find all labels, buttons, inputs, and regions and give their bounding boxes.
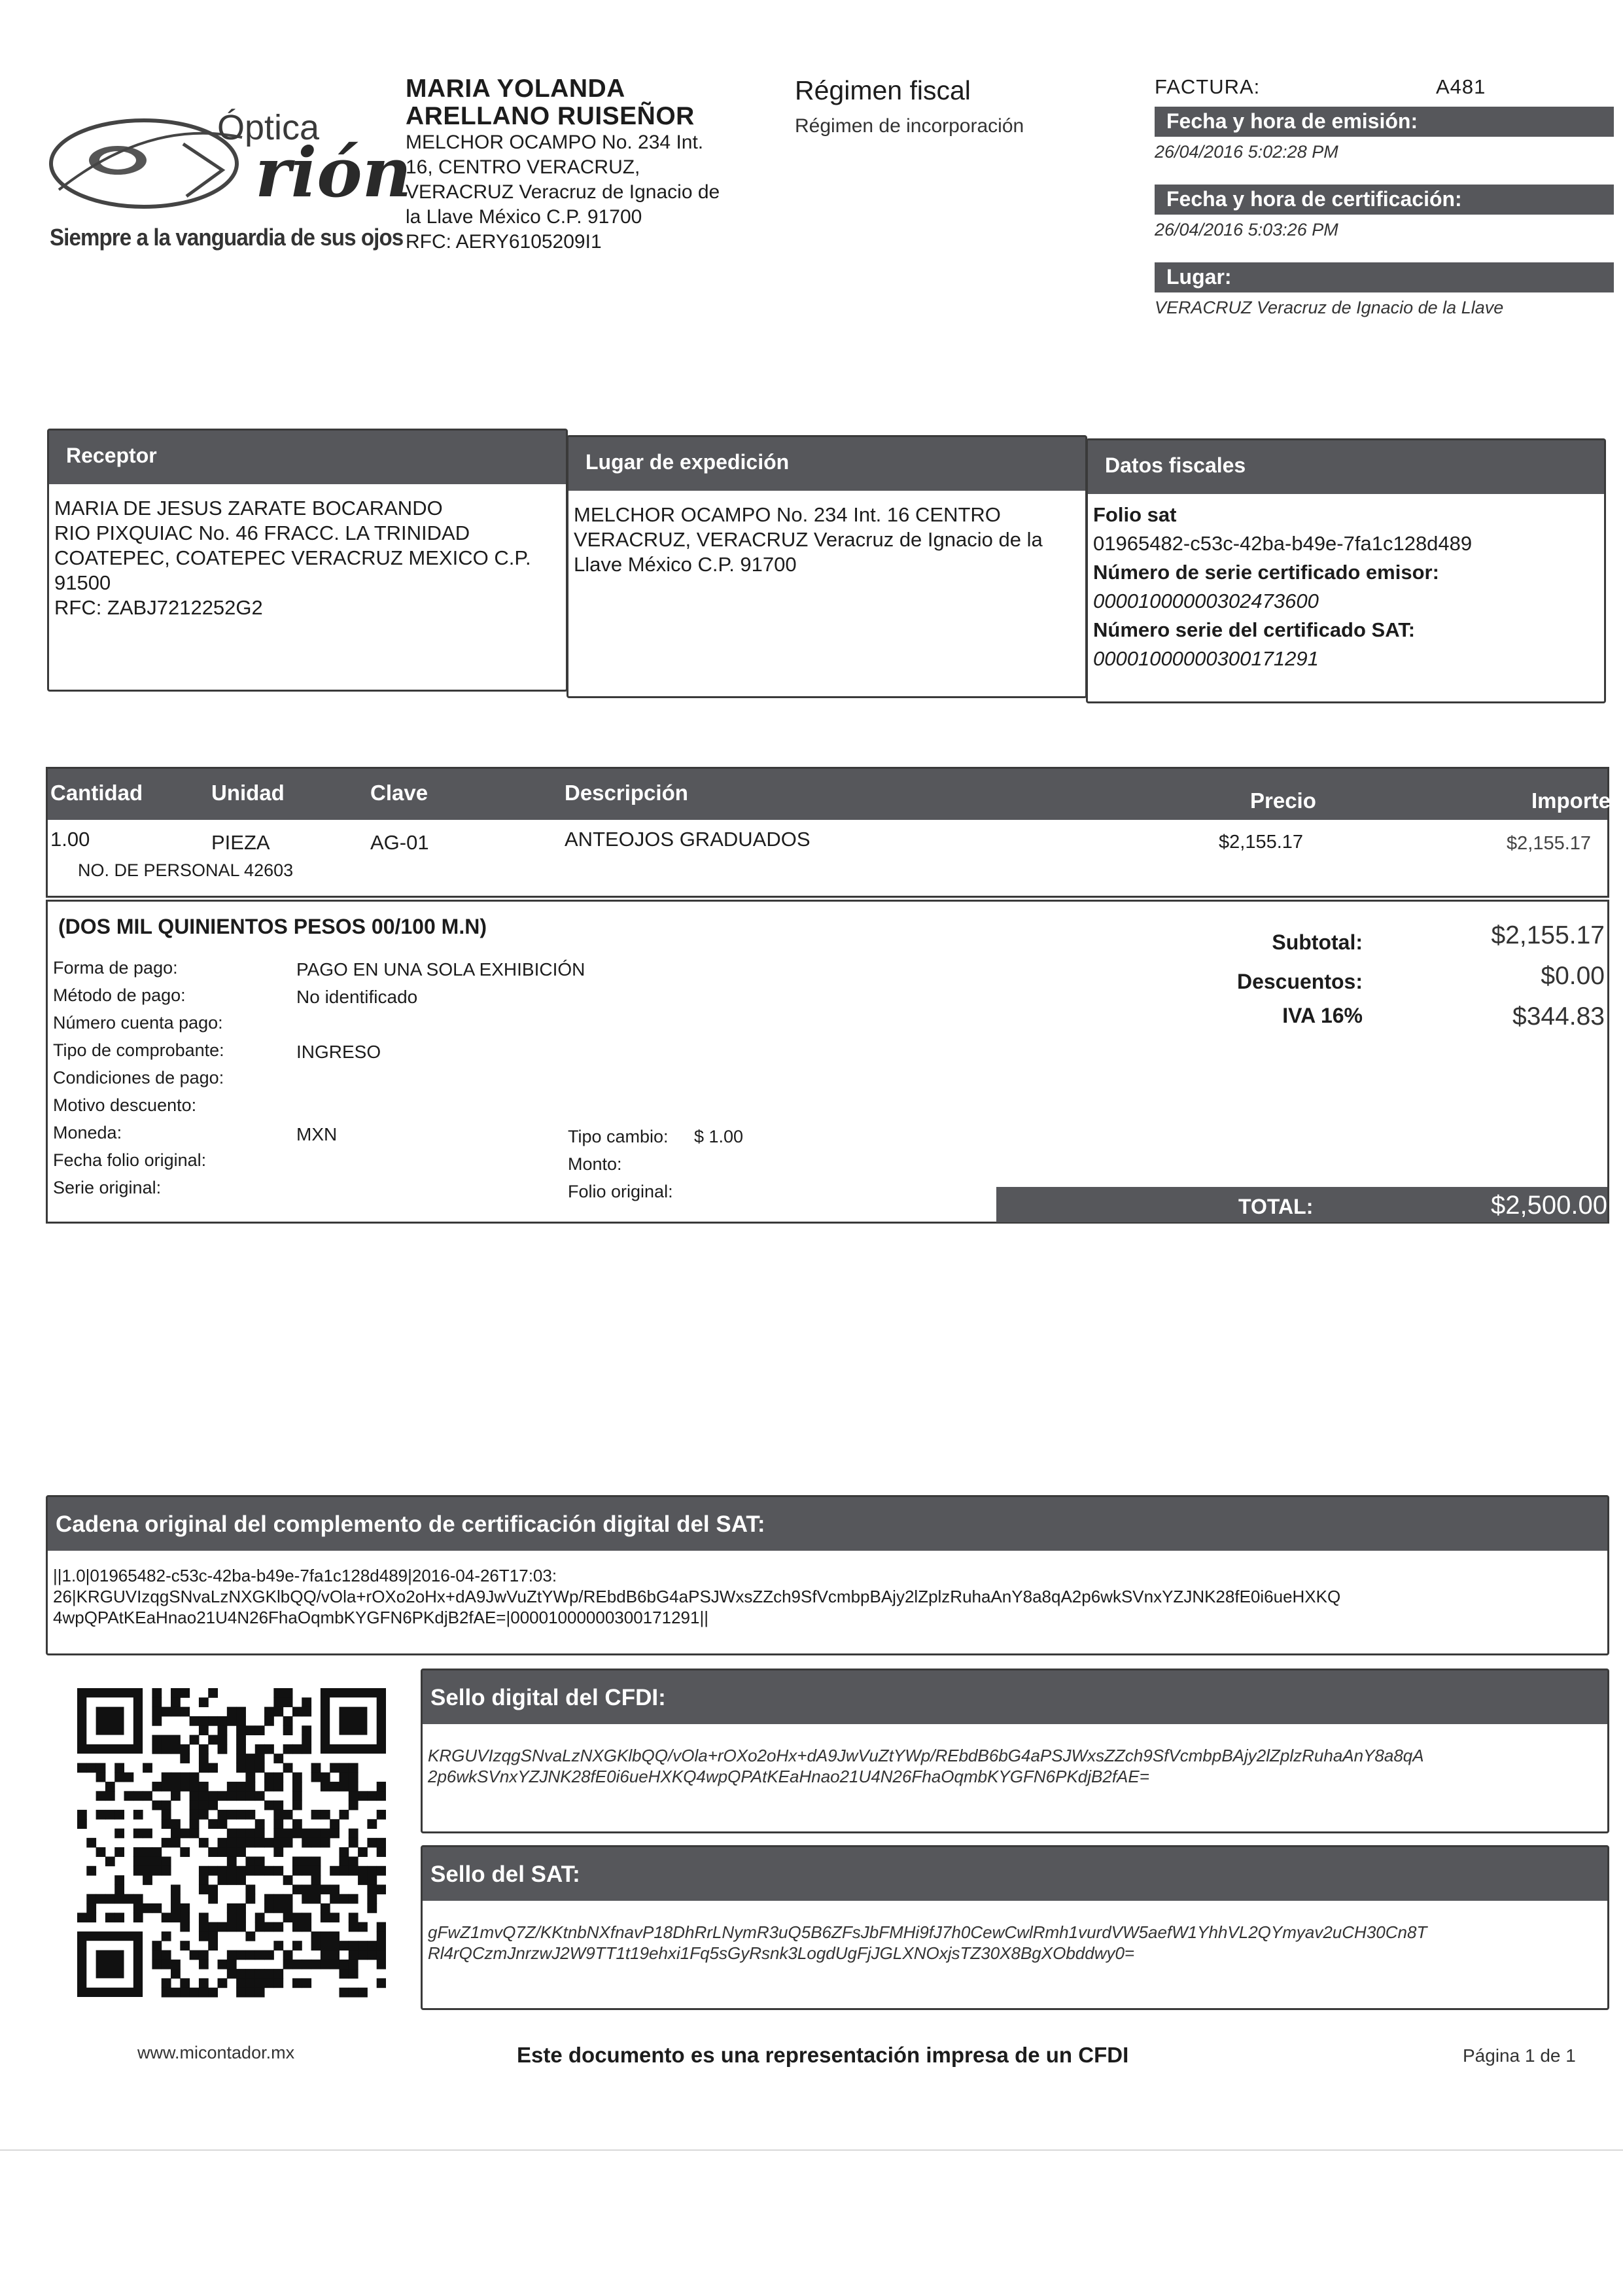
receiver-line: MARIA DE JESUS ZARATE BOCARANDO [54, 497, 443, 520]
issuer-rfc: RFC: AERY6105209I1 [406, 231, 602, 253]
fiscal-data-title: Datos fiscales [1088, 440, 1604, 494]
qr-code-icon [77, 1688, 386, 2002]
invoice-label: FACTURA: [1155, 75, 1261, 98]
col-descripcion: Descripción [565, 781, 688, 805]
receiver-line: 91500 [54, 571, 111, 594]
issuer-block [406, 75, 772, 255]
tax-regime-block [795, 75, 1024, 137]
brand-tagline: Siempre a la vanguardia de sus ojos [50, 224, 404, 251]
original-chain-title: Cadena original del complemento de certificación digital del SAT: [48, 1497, 1607, 1551]
issuer-cert-value: 00001000000302473600 [1093, 590, 1319, 612]
cfdi-seal-line: KRGUVIzqgSNvaLzNXGKlbQQ/vOla+rOXo2oHx+dA9JwVuZtYWp/REbdB6bG4aPSJWxsZZch9SfVcmbpBAjy2lZplzRuhaAnY8a8qA [428, 1746, 1424, 1765]
exchange-rate-label: Tipo cambio: [568, 1127, 669, 1146]
row-precio: $2,155.17 [1219, 832, 1304, 853]
issuer-address-line: VERACRUZ Veracruz de Ignacio de [406, 181, 720, 203]
place-value: VERACRUZ Veracruz de Ignacio de la Llave [1155, 298, 1504, 317]
row-descripcion: ANTEOJOS GRADUADOS [565, 828, 811, 851]
discounts-label: Descuentos: [1236, 970, 1363, 993]
totals-box [46, 900, 1609, 1224]
certification-date-label: Fecha y hora de certificación: [1155, 185, 1614, 215]
original-chain-box [46, 1495, 1609, 1655]
issue-date-label: Fecha y hora de emisión: [1155, 107, 1614, 137]
brand-main: rión [255, 132, 412, 213]
issuer-address-line: la Llave México C.P. 91700 [406, 206, 642, 228]
footer-legend: Este documento es una representación impresa de un CFDI [517, 2043, 1129, 2067]
account-number-label: Número cuenta pago: [53, 1013, 223, 1033]
payment-method-value: No identificado [296, 987, 418, 1007]
payment-form-value: PAGO EN UNA SOLA EXHIBICIÓN [296, 959, 585, 980]
cfdi-seal-box [421, 1669, 1609, 1833]
invoice-number: A481 [1436, 75, 1486, 98]
sat-cert-label: Número serie del certificado SAT: [1093, 618, 1416, 641]
original-chain-line: ||1.0|01965482-c53c-42ba-b49e-7fa1c128d489|2016-04-26T17:03: [53, 1566, 557, 1585]
currency-value: MXN [296, 1124, 338, 1144]
row-clave: AG-01 [370, 831, 429, 854]
issue-place-line: MELCHOR OCAMPO No. 234 Int. 16 CENTRO [574, 503, 1001, 526]
issue-place-line: Llave México C.P. 91700 [574, 553, 797, 576]
fiscal-data-box [1086, 438, 1606, 703]
footer-url: www.micontador.mx [137, 2043, 295, 2062]
receiver-line: RIO PIXQUIAC No. 46 FRACC. LA TRINIDAD [54, 521, 470, 544]
voucher-type-value: INGRESO [296, 1042, 381, 1062]
receiver-rfc: RFC: ZABJ7212252G2 [54, 596, 263, 619]
issuer-name-line1: MARIA YOLANDA [406, 75, 625, 103]
brand-top: Óptica [217, 108, 320, 147]
sat-seal-line: gFwZ1mvQ7Z/KKtnbNXfnavP18DhRrLNymR3uQ5B6ZFsJbFMHi9fJ7h0CewCwlRmh1vurdVW5aefW1YhhVL2QYmyav2uCH30Cn8T [428, 1922, 1427, 1942]
issue-place-box [567, 435, 1087, 698]
page-number: Página 1 de 1 [1463, 2045, 1576, 2066]
items-table-header [48, 769, 1611, 820]
payment-conditions-label: Condiciones de pago: [53, 1068, 224, 1087]
amount-in-words: (DOS MIL QUINIENTOS PESOS 00/100 M.N) [58, 915, 487, 938]
discounts-value: $0.00 [1541, 962, 1605, 990]
col-importe: Importe [1531, 788, 1611, 813]
total-label: TOTAL: [1238, 1195, 1314, 1218]
company-logo [46, 92, 412, 275]
payment-method-label: Método de pago: [53, 985, 186, 1005]
col-clave: Clave [370, 781, 428, 805]
folio-sat-value: 01965482-c53c-42ba-b49e-7fa1c128d489 [1093, 532, 1473, 555]
original-folio-label: Folio original: [568, 1182, 673, 1201]
issuer-name-line2: ARELLANO RUISEÑOR [406, 102, 695, 130]
original-folio-date-label: Fecha folio original: [53, 1150, 207, 1170]
certification-date-value: 26/04/2016 5:03:26 PM [1155, 220, 1338, 239]
receiver-box [47, 429, 568, 692]
total-value: $2,500.00 [1491, 1191, 1607, 1220]
iva-value: $344.83 [1512, 1002, 1605, 1031]
currency-label: Moneda: [53, 1123, 122, 1142]
voucher-type-label: Tipo de comprobante: [53, 1040, 224, 1060]
issue-place-title: Lugar de expedición [568, 437, 1085, 491]
sat-seal-title: Sello del SAT: [423, 1847, 1607, 1901]
page-divider [0, 2149, 1623, 2151]
discount-reason-label: Motivo descuento: [53, 1095, 197, 1115]
tax-regime-value: Régimen de incorporación [795, 115, 1024, 137]
receiver-line: COATEPEC, COATEPEC VERACRUZ MEXICO C.P. [54, 546, 531, 569]
invoice-meta [1155, 75, 1614, 318]
issuer-address-line: MELCHOR OCAMPO No. 234 Int. [406, 132, 704, 153]
issue-place-line: VERACRUZ, VERACRUZ Veracruz de Ignacio de la [574, 528, 1043, 551]
row-cantidad: 1.00 [50, 828, 90, 851]
payment-form-label: Forma de pago: [53, 958, 178, 978]
original-series-label: Serie original: [53, 1178, 162, 1197]
amount-label: Monto: [568, 1154, 622, 1174]
col-precio: Precio [1250, 788, 1316, 813]
sat-cert-value: 00001000000300171291 [1093, 647, 1319, 670]
row-unidad: PIEZA [211, 831, 270, 854]
issuer-cert-label: Número de serie certificado emisor: [1093, 561, 1439, 584]
personal-note: NO. DE PERSONAL 42603 [78, 860, 294, 880]
place-label: Lugar: [1155, 262, 1614, 292]
tax-regime-title: Régimen fiscal [795, 75, 971, 105]
original-chain-line: 26|KRGUVIzqgSNvaLzNXGKlbQQ/vOla+rOXo2oHx+dA9JwVuZtYWp/REbdB6bG4aPSJWxsZZch9SfVcmbpBAjy2lZplzRuhaAnY8a8qA2p6wkSVnxYZJNK28fE0i6ueHXKQ [53, 1587, 1341, 1606]
subtotal-label: Subtotal: [1272, 930, 1363, 954]
col-cantidad: Cantidad [50, 781, 143, 805]
issue-date-value: 26/04/2016 5:02:28 PM [1155, 142, 1338, 162]
original-chain-line: 4wpQPAtKEaHnao21U4N26FhaOqmbKYGFN6PKdjB2fAE=|00001000000300171291|| [53, 1608, 708, 1627]
items-table [46, 767, 1609, 898]
cfdi-seal-line: 2p6wkSVnxYZJNK28fE0i6ueHXKQ4wpQPAtKEaHnao21U4N26FhaOqmbKYGFN6PKdjB2fAE= [428, 1767, 1149, 1786]
total-bar [996, 1187, 1607, 1222]
subtotal-value: $2,155.17 [1491, 921, 1605, 949]
sat-seal-box [421, 1845, 1609, 2010]
folio-sat-label: Folio sat [1093, 503, 1177, 526]
col-unidad: Unidad [211, 781, 285, 805]
sat-seal-line: Rl4rQCzmJnrzwJ2W9TT1t19ehxi1Fq5sGyRsnk3LogdUgFjJGLXNOxjsTZ30X8BgXObddwy0= [428, 1943, 1135, 1963]
cfdi-seal-title: Sello digital del CFDI: [423, 1670, 1607, 1724]
iva-label: IVA 16% [1282, 1004, 1363, 1027]
exchange-rate-value: $ 1.00 [694, 1127, 744, 1146]
receiver-title: Receptor [49, 431, 566, 484]
row-importe: $2,155.17 [1507, 833, 1592, 854]
issuer-address-line: 16, CENTRO VERACRUZ, [406, 156, 640, 178]
